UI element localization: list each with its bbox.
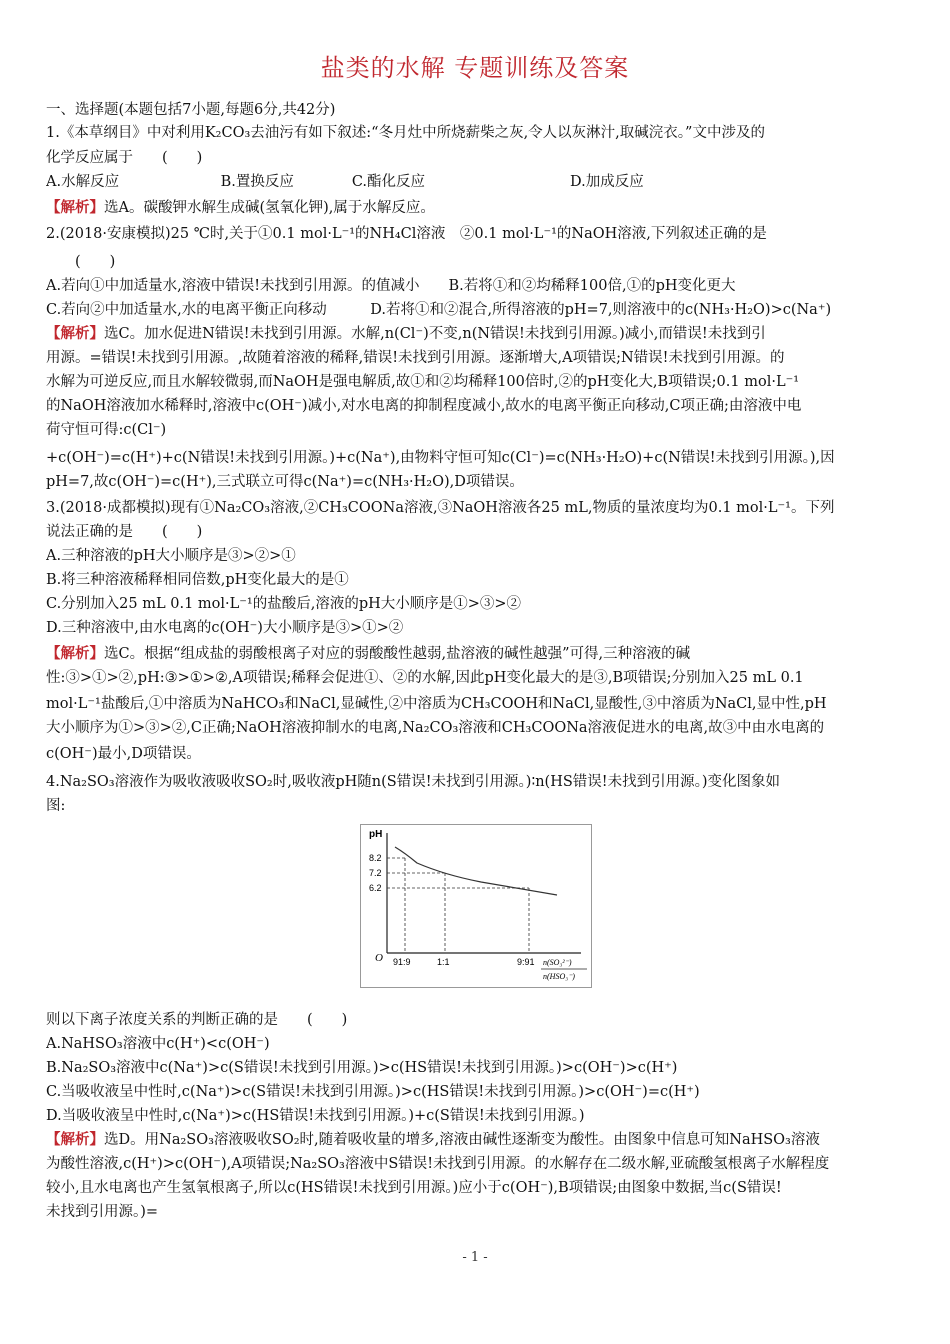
text-line-content: 选C。根据“组成盐的弱酸根离子对应的弱酸酸性越弱,盐溶液的碱性越强”可得,三种溶液的碱 xyxy=(104,646,691,662)
text-line: pH=7,故c(OH⁻)=c(H⁺),三式联立可得c(Na⁺)=c(NH₃·H₂O),D项错误。 xyxy=(46,474,524,490)
text-line: 2.(2018·安康模拟)25 ℃时,关于①0.1 mol·L⁻¹的NH₄Cl溶液 ②0.1 mol·L⁻¹的NaOH溶液,下列叙述正确的是 xyxy=(46,226,767,242)
text-line-content: 选C。加水促进N错误!未找到引用源。水解,n(Cl⁻)不变,n(N错误!未找到引用源。)减小,而错误!未找到引 xyxy=(104,326,766,342)
ytick-label: 6.2 xyxy=(369,883,382,893)
text-line: 性:③>①>②,pH:③>①>②,A项错误;稀释会促进①、②的水解,因此pH变化最大的是③,B项错误;分别加入25 mL 0.1 xyxy=(46,670,804,686)
ytick-label: 7.2 xyxy=(369,868,382,878)
xlabel-numerator: n(SO₃²⁻) xyxy=(543,958,572,967)
text-line: A.若向①中加适量水,溶液中错误!未找到引用源。的值减小 B.若将①和②均稀释100倍,①的pH变化更大 xyxy=(46,278,736,294)
text-line: A.NaHSO₃溶液中c(H⁺)<c(OH⁻) xyxy=(46,1036,270,1052)
page-number: - 1 - xyxy=(462,1250,488,1265)
text-line: 说法正确的是 ( ) xyxy=(46,524,203,540)
text-line: 则以下离子浓度关系的判断正确的是 ( ) xyxy=(46,1012,348,1028)
text-line xyxy=(46,1128,910,1152)
text-line: 的NaOH溶液加水稀释时,溶液中c(OH⁻)减小,对水电离的抑制程度减小,故水的电离平衡正向移动,C项正确;由溶液中电 xyxy=(46,398,802,414)
text-line: 为酸性溶液,c(H⁺)>c(OH⁻),A项错误;Na₂SO₃溶液中S错误!未找到引用源。的水解存在二级水解,亚硫酸氢根离子水解程度 xyxy=(46,1156,830,1172)
text-line: 未找到引用源。)= xyxy=(46,1204,159,1220)
text-line-content: 选D。用Na₂SO₃溶液吸收SO₂时,随着吸收量的增多,溶液由碱性逐渐变为酸性。由图象中信息可知NaHSO₃溶液 xyxy=(104,1132,820,1148)
text-line-content: 选A。碳酸钾水解生成碱(氢氧化钾),属于水解反应。 xyxy=(104,200,435,216)
ph-chart xyxy=(361,825,591,987)
text-line: +c(OH⁻)=c(H⁺)+c(N错误!未找到引用源。)+c(Na⁺),由物料守恒可知c(Cl⁻)=c(NH₃·H₂O)+c(N错误!未找到引用源。),因 xyxy=(46,450,835,466)
text-line: 3.(2018·成都模拟)现有①Na₂CO₃溶液,②CH₃COONa溶液,③NaOH溶液各25 mL,物质的量浓度均为0.1 mol·L⁻¹。下列 xyxy=(46,500,835,516)
text-line: 水解为可逆反应,而且水解较微弱,而NaOH是强电解质,故①和②均稀释100倍时,②的pH变化大,B项错误;0.1 mol·L⁻¹ xyxy=(46,374,800,390)
text-line: D.当吸收液呈中性时,c(Na⁺)>c(HS错误!未找到引用源。)+c(S错误!未找到引用源。) xyxy=(46,1108,585,1124)
analysis-tag: 【解析】 xyxy=(46,325,104,342)
text-line: 一、选择题(本题包括7小题,每题6分,共42分) xyxy=(46,102,336,118)
text-line: mol·L⁻¹盐酸后,①中溶质为NaHCO₃和NaCl,显碱性,②中溶质为CH₃COOH和NaCl,显酸性,③中溶质为NaCl,显中性,pH xyxy=(46,696,827,712)
xlabel-denominator: n(HSO₃⁻) xyxy=(543,972,575,981)
text-line: c(OH⁻)最小,D项错误。 xyxy=(46,746,201,762)
xtick-label: 91:9 xyxy=(393,957,411,967)
text-line: B.将三种溶液稀释相同倍数,pH变化最大的是① xyxy=(46,572,349,588)
ytick-label: 8.2 xyxy=(369,853,382,863)
text-line: 1.《本草纲目》中对利用K₂CO₃去油污有如下叙述:“冬月灶中所烧薪柴之灰,令人以灰淋汁,取碱浣衣。”文中涉及的 xyxy=(46,125,765,141)
text-line: A.三种溶液的pH大小顺序是③>②>① xyxy=(46,548,296,564)
text-line: C.当吸收液呈中性时,c(Na⁺)>c(S错误!未找到引用源。)>c(HS错误!未找到引用源。)>c(OH⁻)=c(H⁺) xyxy=(46,1084,700,1100)
text-line: B.Na₂SO₃溶液中c(Na⁺)>c(S错误!未找到引用源。)>c(HS错误!未找到引用源。)>c(OH⁻)>c(H⁺) xyxy=(46,1060,678,1076)
analysis-tag: 【解析】 xyxy=(46,199,104,216)
origin-label: O xyxy=(375,952,383,964)
text-line: 较小,且水电离也产生氢氧根离子,所以c(HS错误!未找到引用源。)应小于c(OH⁻),B项错误;由图象中数据,当c(S错误! xyxy=(46,1180,782,1196)
analysis-tag: 【解析】 xyxy=(46,645,104,662)
text-line xyxy=(46,196,910,220)
y-axis-label: pH xyxy=(369,829,383,840)
text-line: C.若向②中加适量水,水的电离平衡正向移动 D.若将①和②混合,所得溶液的pH=7,则溶液中的c(NH₃·H₂O)>c(Na⁺) xyxy=(46,302,832,318)
text-line: C.分别加入25 mL 0.1 mol·L⁻¹的盐酸后,溶液的pH大小顺序是①>③>② xyxy=(46,596,522,612)
text-line: D.三种溶液中,由水电离的c(OH⁻)大小顺序是③>①>② xyxy=(46,620,404,636)
text-line: 大小顺序为①>③>②,C正确;NaOH溶液抑制水的电离,Na₂CO₃溶液和CH₃COONa溶液促进水的电离,故③中由水电离的 xyxy=(46,720,825,736)
xtick-label: 1:1 xyxy=(437,957,450,967)
text-line: 图: xyxy=(46,798,66,814)
text-line: ( ) xyxy=(46,254,116,270)
text-line: A.水解反应 B.置换反应 C.酯化反应 D.加成反应 xyxy=(46,174,644,190)
text-line: 用源。=错误!未找到引用源。,故随着溶液的稀释,错误!未找到引用源。逐渐增大,A项错误;N错误!未找到引用源。的 xyxy=(46,350,785,366)
xtick-label: 9:91 xyxy=(517,957,535,967)
text-line: 4.Na₂SO₃溶液作为吸收液吸收SO₂时,吸收液pH随n(S错误!未找到引用源。)∶n(HS错误!未找到引用源。)变化图象如 xyxy=(46,774,781,790)
text-line xyxy=(46,642,910,666)
page-title: 盐类的水解 专题训练及答案 xyxy=(320,54,630,82)
text-line: 化学反应属于 ( ) xyxy=(46,150,203,166)
ph-figure xyxy=(360,824,592,988)
analysis-tag: 【解析】 xyxy=(46,1131,104,1148)
text-line: 荷守恒可得:c(Cl⁻) xyxy=(46,422,167,438)
text-line xyxy=(46,322,910,346)
